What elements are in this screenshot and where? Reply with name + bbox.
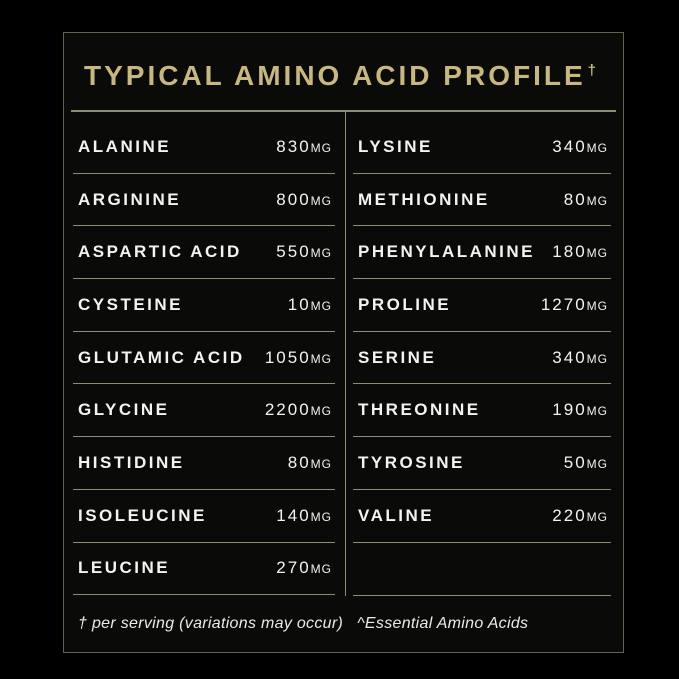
amino-value-number: 340 — [552, 136, 587, 156]
amino-value — [552, 348, 611, 368]
amino-name: PHENYLALANINE — [358, 242, 536, 262]
amino-value-unit: MG — [310, 193, 332, 208]
page-title — [84, 60, 596, 92]
table-row — [353, 226, 611, 279]
amino-value — [541, 295, 611, 315]
amino-value-number: 190 — [552, 400, 587, 420]
table-row — [353, 384, 611, 437]
amino-value-number: 800 — [276, 189, 311, 209]
amino-value-unit: MG — [310, 562, 332, 577]
amino-name: ARGININE — [78, 189, 182, 209]
amino-value-unit: MG — [586, 351, 608, 366]
amino-value-number: 270 — [276, 558, 311, 578]
amino-value-number: 830 — [276, 136, 311, 156]
amino-value — [552, 400, 611, 420]
amino-value — [552, 242, 611, 262]
table-row — [73, 384, 335, 437]
amino-value-unit: MG — [310, 456, 332, 471]
table-row — [353, 437, 611, 490]
amino-name: PROLINE — [358, 294, 452, 314]
amino-name: GLYCINE — [78, 400, 170, 420]
amino-value-unit: MG — [310, 509, 332, 524]
amino-name: GLUTAMIC ACID — [78, 347, 245, 367]
title-text: TYPICAL AMINO ACID PROFILE — [84, 59, 586, 91]
amino-value — [552, 137, 611, 157]
amino-name: VALINE — [358, 505, 435, 525]
title-dagger-superscript: † — [587, 61, 596, 79]
amino-value-number: 550 — [276, 242, 311, 262]
amino-value-number: 80 — [563, 189, 587, 209]
amino-value-unit: MG — [586, 456, 608, 471]
table-row — [353, 332, 611, 385]
amino-name: TYROSINE — [358, 452, 465, 472]
amino-value-unit: MG — [586, 298, 608, 313]
title-bar — [64, 33, 623, 110]
table-row — [353, 490, 611, 543]
amino-name: LEUCINE — [78, 558, 171, 578]
table-row — [73, 174, 335, 227]
amino-value-unit: MG — [586, 193, 608, 208]
footnote — [64, 596, 623, 652]
amino-value-number: 2200 — [264, 400, 311, 420]
amino-name: ASPARTIC ACID — [78, 242, 242, 262]
amino-value — [288, 295, 335, 315]
amino-name: HISTIDINE — [78, 452, 185, 472]
table-row — [73, 437, 335, 490]
table-row — [73, 226, 335, 279]
amino-value — [276, 506, 335, 526]
table-row — [353, 279, 611, 332]
amino-profile-card — [63, 32, 624, 653]
empty-table-cell — [353, 543, 611, 597]
amino-value — [552, 506, 611, 526]
amino-value-unit: MG — [310, 351, 332, 366]
amino-value — [276, 558, 335, 578]
amino-value — [276, 137, 335, 157]
amino-value-unit: MG — [586, 246, 608, 261]
amino-name: LYSINE — [358, 136, 433, 156]
amino-value-number: 80 — [287, 452, 311, 472]
amino-value-unit: MG — [586, 140, 608, 155]
amino-name: ALANINE — [78, 136, 172, 156]
table-row — [353, 174, 611, 227]
amino-name: ISOLEUCINE — [78, 505, 207, 525]
table-column-left — [64, 112, 345, 596]
amino-value-unit: MG — [586, 404, 608, 419]
amino-value-unit: MG — [310, 140, 332, 155]
amino-value-number: 10 — [287, 294, 311, 314]
amino-value-number: 1270 — [540, 294, 587, 314]
footnote-essential-note: ^Essential Amino Acids — [357, 615, 529, 632]
amino-value-unit: MG — [310, 246, 332, 261]
amino-value-number: 50 — [563, 452, 587, 472]
amino-value — [288, 453, 335, 473]
amino-value — [564, 453, 611, 473]
amino-value — [276, 190, 335, 210]
amino-value-number: 180 — [552, 242, 587, 262]
amino-name: THREONINE — [358, 400, 481, 420]
amino-value-number: 140 — [276, 505, 311, 525]
amino-value-number: 1050 — [264, 347, 311, 367]
table-column-right — [345, 112, 623, 596]
amino-acid-table — [64, 112, 623, 596]
amino-value-number: 340 — [552, 347, 587, 367]
amino-value-unit: MG — [310, 404, 332, 419]
amino-value-unit: MG — [310, 298, 332, 313]
amino-value-number: 220 — [552, 505, 587, 525]
footnote-serving-note: † per serving (variations may occur) — [78, 615, 344, 632]
amino-value — [564, 190, 611, 210]
table-row — [73, 490, 335, 543]
table-row — [353, 121, 611, 174]
table-row — [73, 279, 335, 332]
amino-name: METHIONINE — [358, 189, 490, 209]
amino-value — [265, 400, 335, 420]
amino-value — [265, 348, 335, 368]
amino-name: SERINE — [358, 347, 437, 367]
amino-name: CYSTEINE — [78, 294, 184, 314]
amino-value — [276, 242, 335, 262]
table-row — [73, 543, 335, 596]
table-row — [73, 121, 335, 174]
amino-value-unit: MG — [586, 509, 608, 524]
table-row — [73, 332, 335, 385]
